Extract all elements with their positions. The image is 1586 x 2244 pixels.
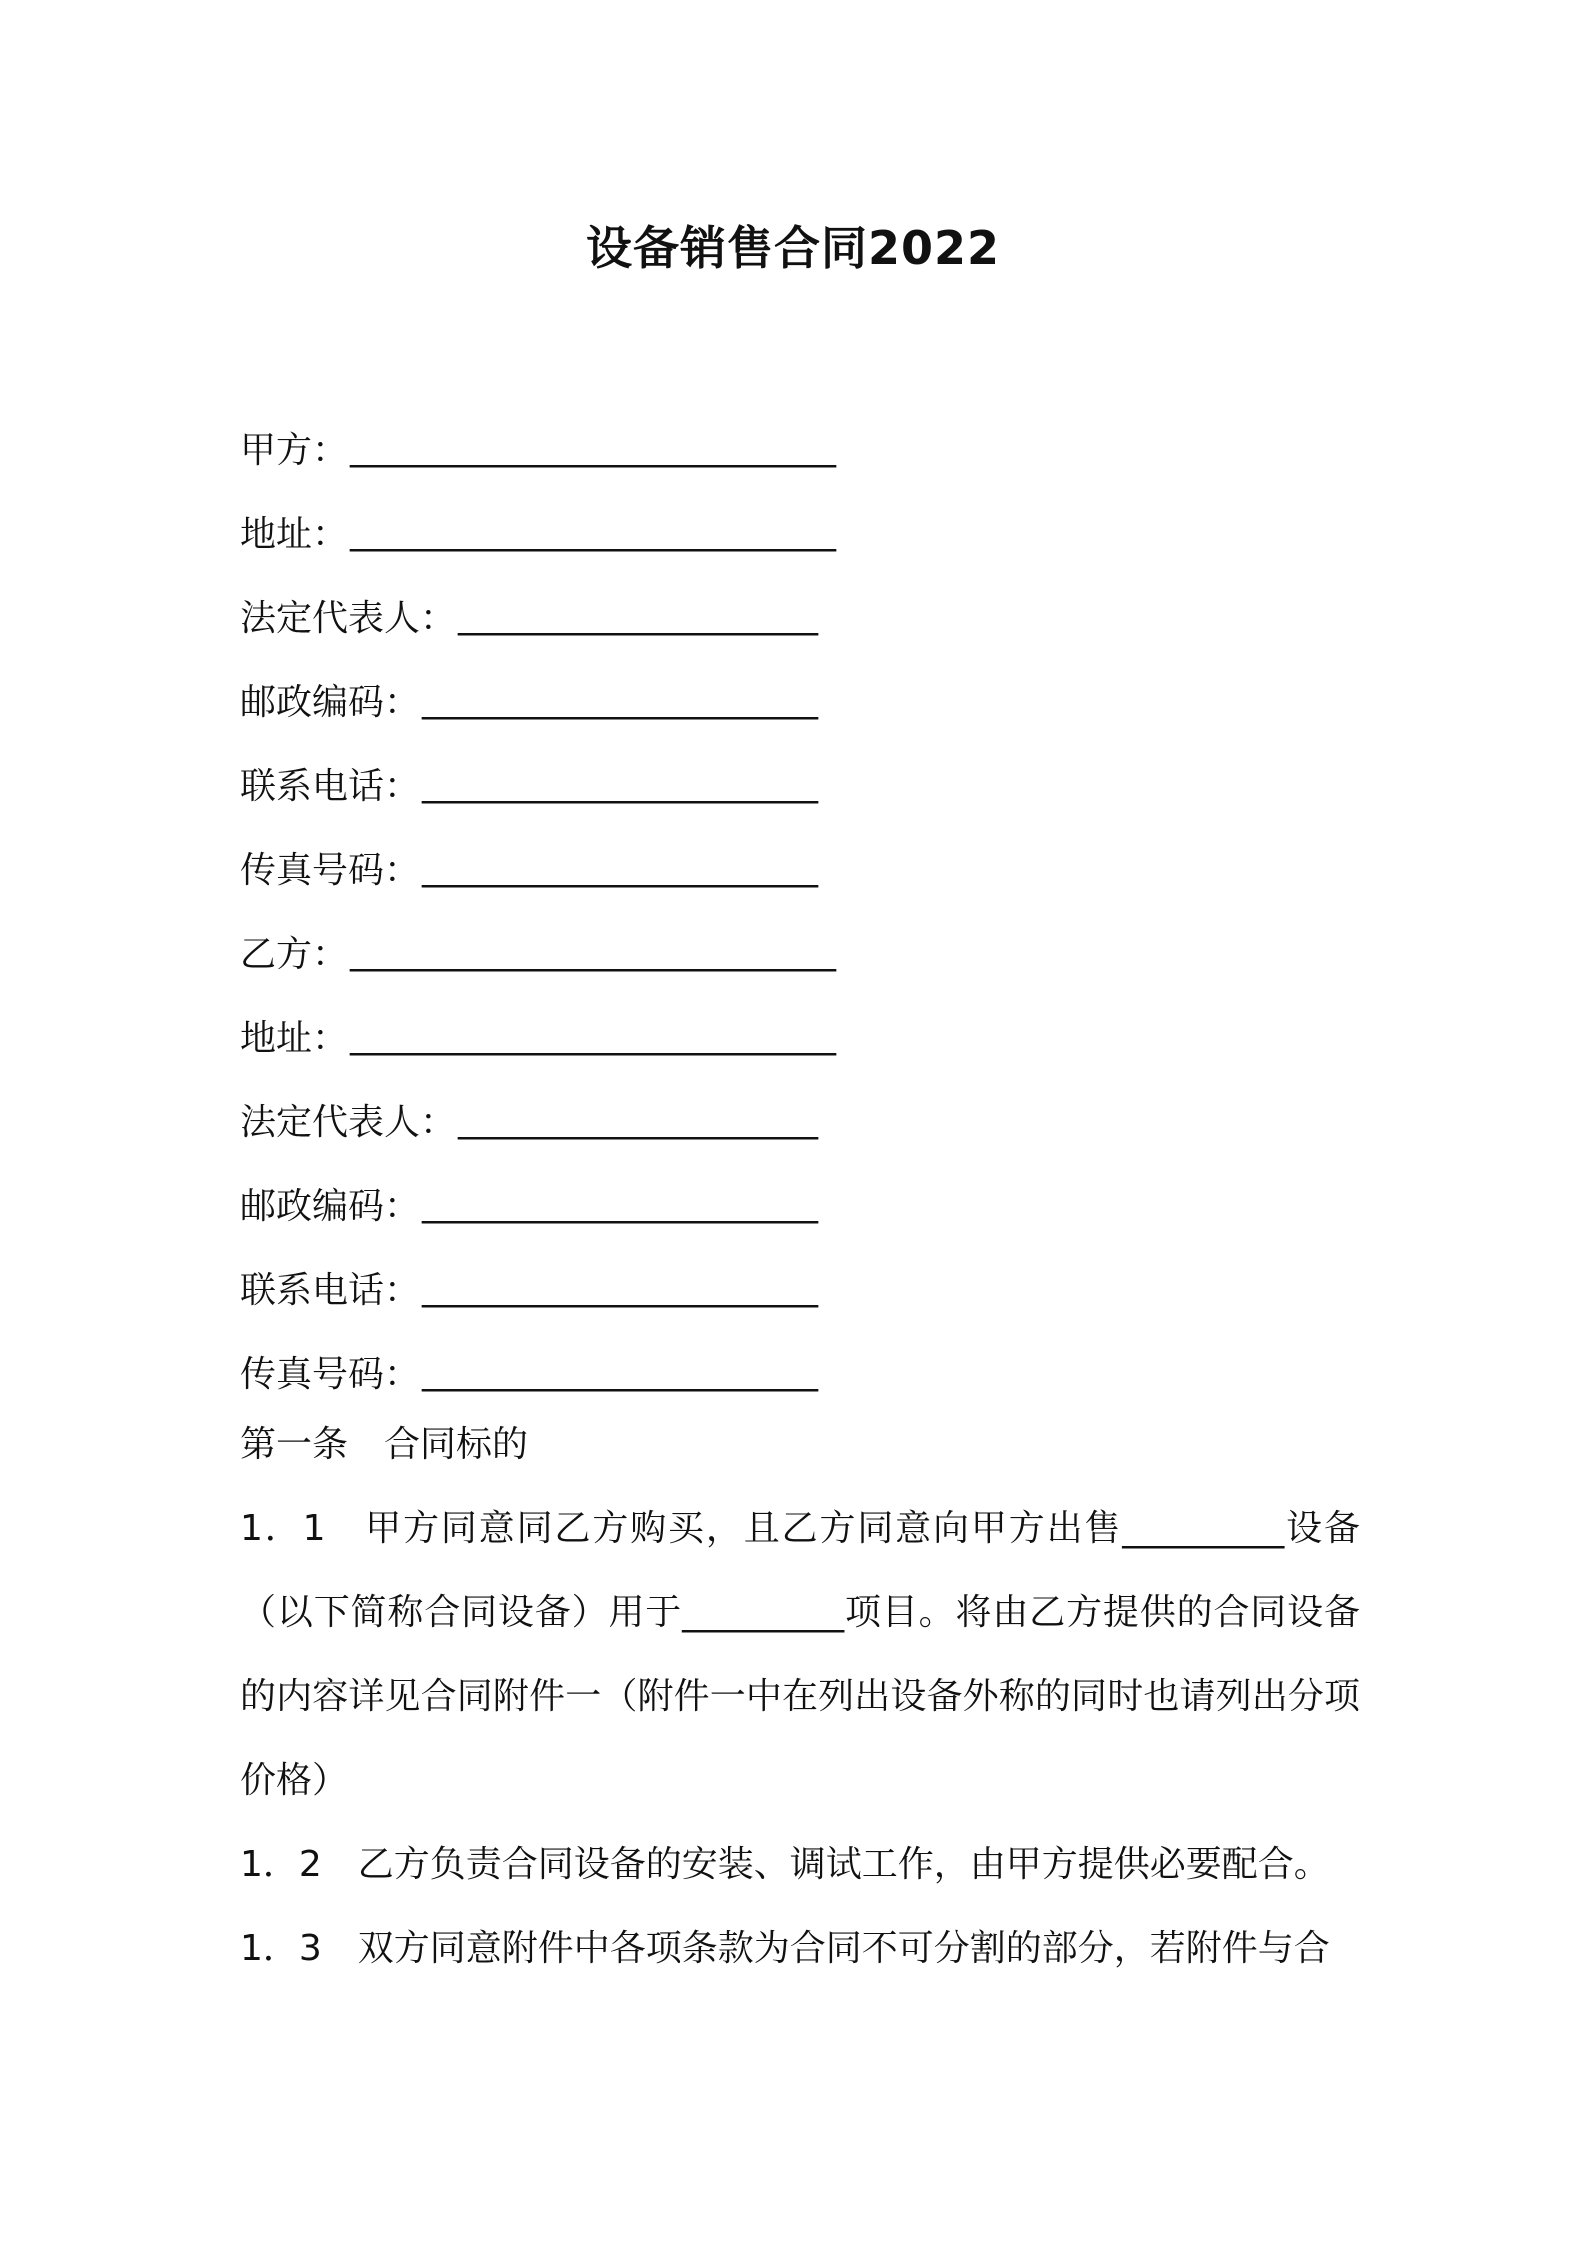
- blank-line: ___________________________: [350, 510, 837, 552]
- blank-line: ____________________: [458, 594, 819, 636]
- clause-1-2: 1．2 乙方负责合同设备的安装、调试工作，由甲方提供必要配合。: [240, 1844, 1330, 1885]
- party-a-fax-field: [240, 825, 1360, 909]
- field-label: 地址：: [240, 513, 349, 555]
- clause-1-1: 1．1 甲方同意同乙方购买，且乙方同意向甲方出售_________设备（以下简称合同设备）用于_________项目。将由乙方提供的合同设备的内容详见合同附件一（附件一中在列出设备外称的同时也请列出分项价格）: [240, 1508, 1360, 1801]
- blank-line: ______________________: [422, 1266, 819, 1308]
- field-label: 传真号码：: [240, 1353, 421, 1395]
- article-1-heading: 第一条 合同标的: [240, 1424, 529, 1465]
- contract-body: [240, 1403, 1360, 1991]
- party-a-address-field: [240, 489, 1360, 573]
- party-b-name-field: [240, 909, 1360, 993]
- blank-line: ______________________: [422, 1350, 819, 1392]
- blank-line: ___________________________: [350, 930, 837, 972]
- blank-line: ___________________________: [350, 1014, 837, 1056]
- blank-line: ____________________: [458, 1098, 819, 1140]
- party-b-legal-rep-field: [240, 1077, 1360, 1161]
- party-b-postcode-field: [240, 1161, 1360, 1245]
- blank-line: ___________________________: [350, 426, 837, 468]
- field-label: 传真号码：: [240, 849, 421, 891]
- document-title: 设备销售合同2022: [585, 221, 1001, 275]
- field-label: 法定代表人：: [240, 1101, 457, 1143]
- blank-line: ______________________: [422, 762, 819, 804]
- blank-line: ______________________: [422, 1182, 819, 1224]
- field-label: 法定代表人：: [240, 597, 457, 639]
- party-b-phone-field: [240, 1245, 1360, 1329]
- field-label: 地址：: [240, 1017, 349, 1059]
- clause-1-3: 1．3 双方同意附件中各项条款为合同不可分割的部分，若附件与合: [240, 1928, 1330, 1969]
- party-b-fax-field: [240, 1329, 1360, 1413]
- field-label: 乙方：: [240, 933, 349, 975]
- party-a-name-field: [240, 405, 1360, 489]
- party-b-address-field: [240, 993, 1360, 1077]
- party-a-legal-rep-field: [240, 573, 1360, 657]
- blank-line: ______________________: [422, 678, 819, 720]
- party-a-postcode-field: [240, 657, 1360, 741]
- field-label: 甲方：: [240, 429, 349, 471]
- field-label: 邮政编码：: [240, 1185, 421, 1227]
- field-label: 邮政编码：: [240, 681, 421, 723]
- blank-line: ______________________: [422, 846, 819, 888]
- field-label: 联系电话：: [240, 1269, 421, 1311]
- field-label: 联系电话：: [240, 765, 421, 807]
- party-info-fields: [240, 405, 1360, 1413]
- party-a-phone-field: [240, 741, 1360, 825]
